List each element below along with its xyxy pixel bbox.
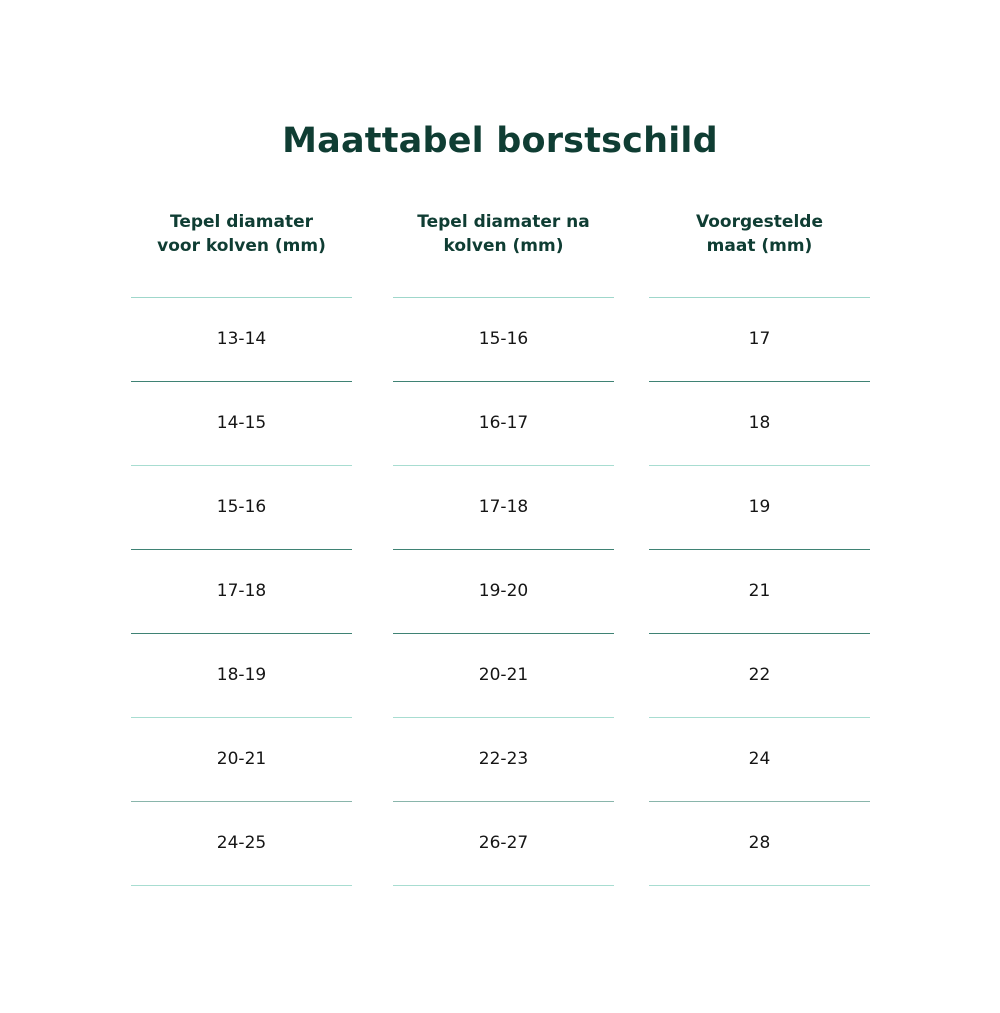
table-cell: 19-20	[393, 550, 614, 634]
table-cell: 17-18	[131, 550, 352, 634]
column-header: Tepel diamater na kolven (mm)	[417, 212, 590, 256]
table-cell: 15-16	[131, 466, 352, 550]
page-title: Maattabel borstschild	[282, 121, 718, 161]
column-rows	[393, 297, 614, 886]
table-cell: 17-18	[393, 466, 614, 550]
column-header: Tepel diamater voor kolven (mm)	[157, 212, 326, 256]
table-cell: 28	[649, 802, 870, 886]
table-cell: 20-21	[393, 634, 614, 718]
table-cell: 22-23	[393, 718, 614, 802]
table-cell: 26-27	[393, 802, 614, 886]
table-cell: 16-17	[393, 382, 614, 466]
suggested-size-column	[649, 210, 870, 886]
table-cell: 15-16	[393, 298, 614, 382]
column-header: Voorgestelde maat (mm)	[696, 212, 823, 256]
table-cell: 14-15	[131, 382, 352, 466]
size-column-before-pumping	[131, 210, 352, 886]
table-cell: 22	[649, 634, 870, 718]
table-cell: 24-25	[131, 802, 352, 886]
size-column-after-pumping	[393, 210, 614, 886]
table-cell: 24	[649, 718, 870, 802]
table-cell: 21	[649, 550, 870, 634]
column-rows	[649, 297, 870, 886]
column-rows	[131, 297, 352, 886]
table-cell: 19	[649, 466, 870, 550]
table-cell: 18-19	[131, 634, 352, 718]
table-cell: 13-14	[131, 298, 352, 382]
table-cell: 20-21	[131, 718, 352, 802]
table-cell: 18	[649, 382, 870, 466]
table-cell: 17	[649, 298, 870, 382]
